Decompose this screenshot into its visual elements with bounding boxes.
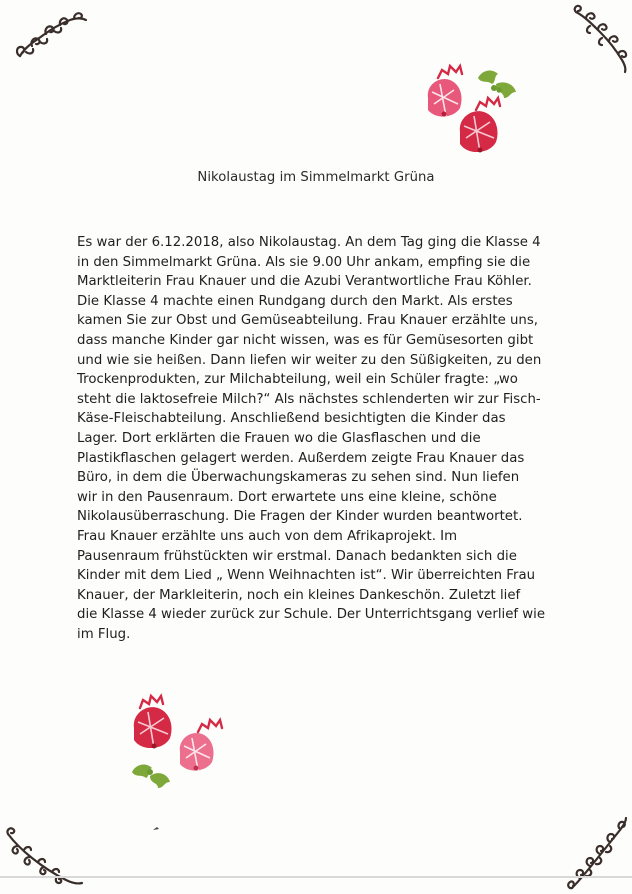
body-line: Büro, in dem die Überwachungskameras zu sehen sind. Nun liefen [77,470,520,486]
body-line: Pausenraum frühstückten wir erstmal. Danach bedankten sich die [77,548,517,564]
christmas-bells-icon [124,692,234,796]
body-line: Die Klasse 4 machte einen Rundgang durch den Markt. Als erstes [77,293,513,309]
body-line: im Flug. [77,626,131,642]
body-line: Knauer, der Markleiterin, noch ein kleines Dankeschön. Zuletzt lief [77,587,521,603]
swirl-flourish-icon [566,814,632,894]
swirl-flourish-icon [4,826,84,888]
document-title: Nikolaustag im Simmelmarkt Grüna [197,170,435,185]
body-line: Kinder mit dem Lied „ Wenn Weihnachten ist“. Wir überreichten Frau [77,568,536,584]
body-line: Lager. Dort erklärten die Frauen wo die Glasflaschen und die [77,430,481,446]
body-line: in den Simmelmarkt Grüna. Als sie 9.00 Uhr ankam, empfing sie die [77,254,531,270]
body-line: steht die laktosefreie Milch?“ Als nächstes schlenderten wir zur Fisch- [77,391,541,407]
body-line: dass manche Kinder gar nicht wissen, was es für Gemüsesorten gibt [77,332,534,348]
body-line: Es war der 6.12.2018, also Nikolaustag. An dem Tag ging die Klasse 4 [77,235,541,250]
body-line: Käse-Fleischabteilung. Anschließend besichtigten die Kinder das [77,411,506,427]
body-line: die Klasse 4 wieder zurück zur Schule. Der Unterrichtsgang verlief wie [77,607,546,623]
body-line: kamen Sie zur Obst und Gemüseabteilung. Frau Knauer erzählte uns, [77,313,539,329]
body-line: Marktleiterin Frau Knauer und die Azubi Verantwortliche Frau Köhler. [77,274,532,290]
christmas-bells-icon [418,60,520,170]
swirl-flourish-icon [570,4,632,74]
document-body [77,233,577,644]
page-edge-line [0,876,632,878]
body-line: Plastikflaschen gelagert werden. Außerdem zeigte Frau Knauer das [77,450,525,466]
body-line: Frau Knauer erzählte uns auch von dem Afrikaprojekt. Im [77,528,458,544]
body-line: Nikolausüberraschung. Die Fragen der Kinder wurden beantwortet. [77,509,523,525]
swirl-flourish-icon [12,6,90,64]
body-line: Trockenprodukten, zur Milchabteilung, weil ein Schüler fragte: „wo [77,372,518,388]
body-line: wir in den Pausenraum. Dort erwartete uns eine kleine, schöne [77,489,497,505]
body-line: und wie sie heißen. Dann liefen wir weiter zu den Süßigkeiten, zu den [77,352,542,368]
ink-speck [153,827,159,831]
